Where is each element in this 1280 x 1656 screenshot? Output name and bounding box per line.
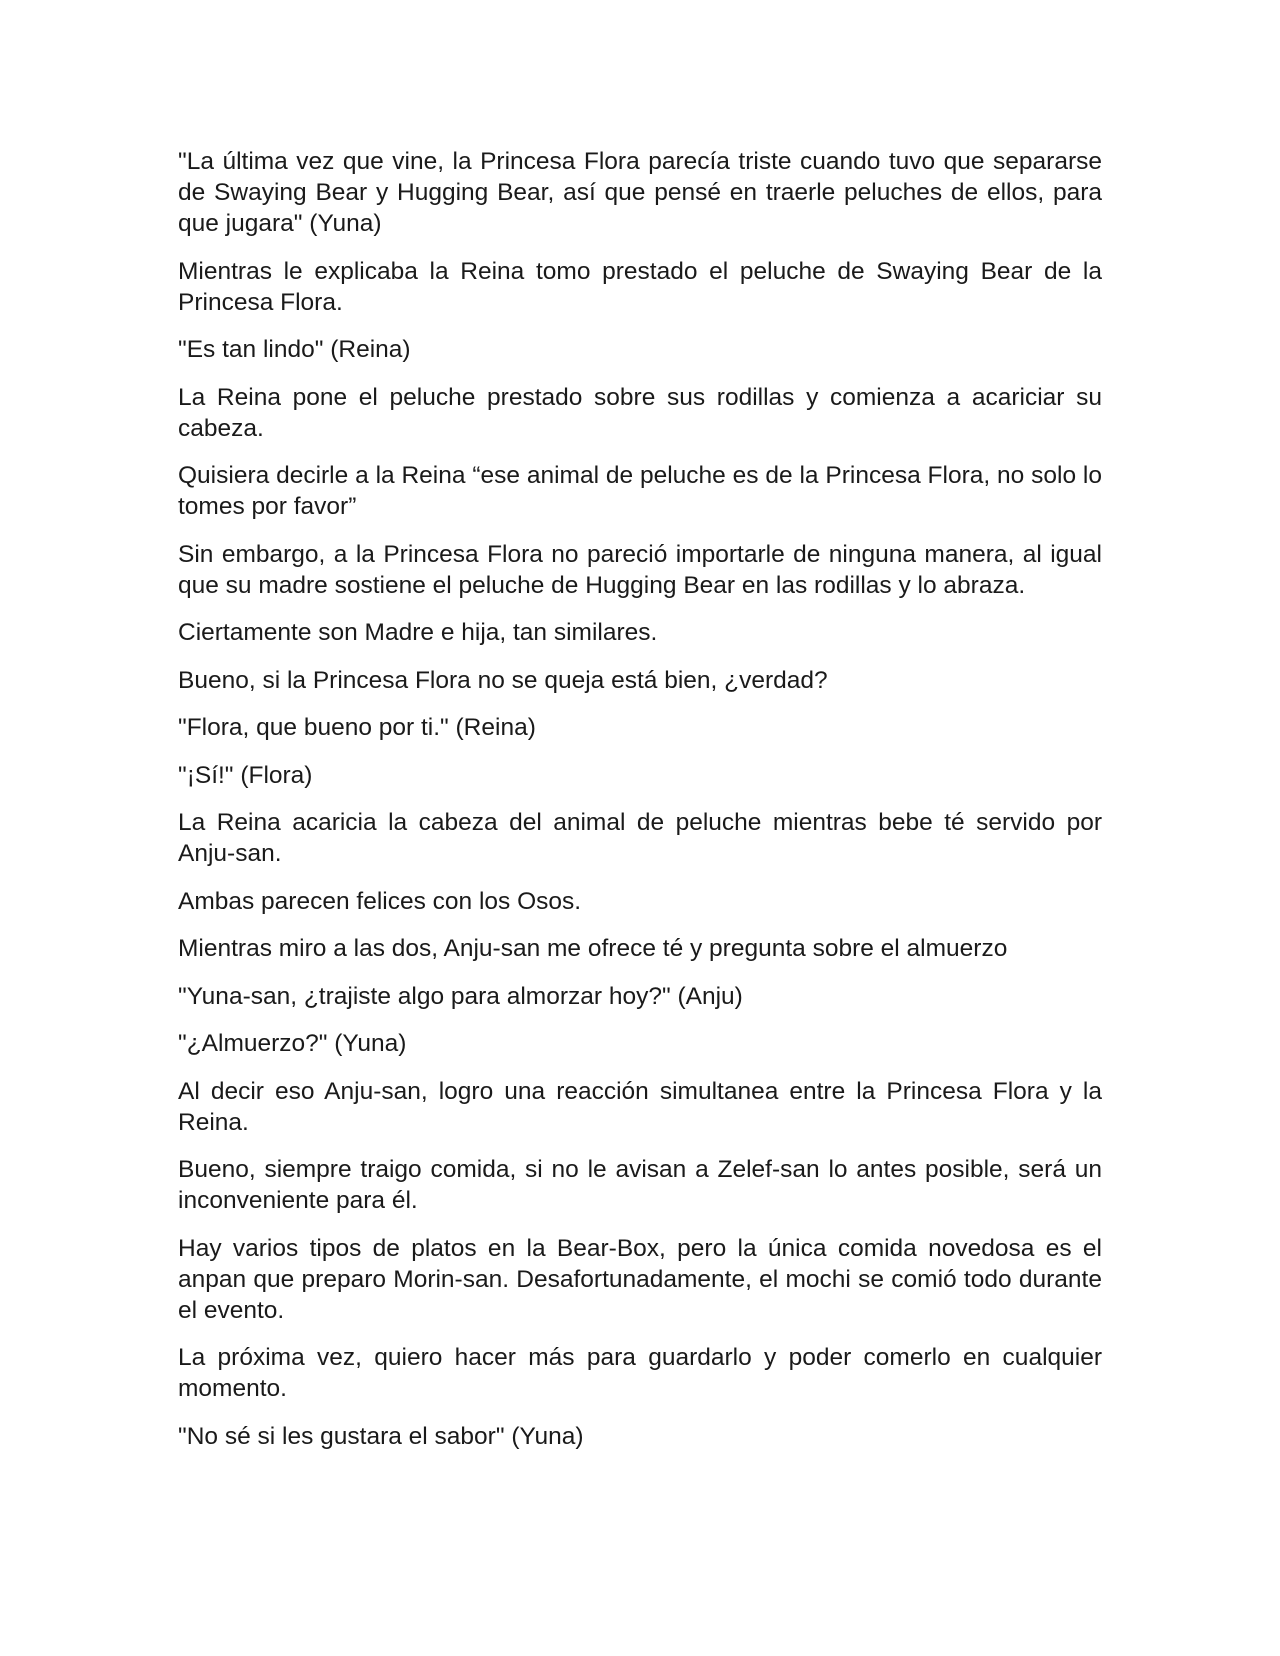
paragraph: La Reina pone el peluche prestado sobre sus rodillas y comienza a acariciar su cabeza. xyxy=(178,383,1102,442)
paragraph: "Es tan lindo" (Reina) xyxy=(178,336,411,363)
paragraph: Bueno, si la Princesa Flora no se queja está bien, ¿verdad? xyxy=(178,666,828,694)
paragraph: "¡Sí!" (Flora) xyxy=(178,761,313,789)
paragraph: Sin embargo, a la Princesa Flora no pareció importarle de ninguna manera, al igual que su madre sostiene el peluche de Hugging Bear en las rodillas y lo abraza. xyxy=(178,540,1102,599)
paragraph: Mientras miro a las dos, Anju-san me ofrece té y pregunta sobre el almuerzo xyxy=(178,935,1008,962)
document-body xyxy=(178,146,1102,1452)
paragraph: Mientras le explicaba la Reina tomo prestado el peluche de Swaying Bear de la Princesa Flora. xyxy=(178,257,1102,316)
paragraph: Quisiera decirle a la Reina “ese animal de peluche es de la Princesa Flora, no solo lo tomes por favor” xyxy=(178,462,1102,520)
paragraph: Bueno, siempre traigo comida, si no le avisan a Zelef-san lo antes posible, será un inconveniente para él. xyxy=(178,1156,1102,1214)
paragraph: "La última vez que vine, la Princesa Flora parecía triste cuando tuvo que separarse de Swaying Bear y Hugging Bear, así que pensé en traerle peluches de ellos, para que jugara" (Yuna) xyxy=(178,148,1102,237)
paragraph: "No sé si les gustara el sabor" (Yuna) xyxy=(178,1422,584,1450)
paragraph: La próxima vez, quiero hacer más para guardarlo y poder comerlo en cualquier momento. xyxy=(178,1344,1102,1402)
paragraph: "¿Almuerzo?" (Yuna) xyxy=(178,1030,407,1057)
paragraph: Al decir eso Anju-san, logro una reacción simultanea entre la Princesa Flora y la Reina. xyxy=(178,1077,1102,1136)
paragraph: La Reina acaricia la cabeza del animal de peluche mientras bebe té servido por Anju-san. xyxy=(178,809,1102,867)
paragraph: "Yuna-san, ¿trajiste algo para almorzar hoy?" (Anju) xyxy=(178,982,743,1010)
paragraph: Ciertamente son Madre e hija, tan similares. xyxy=(178,619,658,646)
paragraph: Ambas parecen felices con los Osos. xyxy=(178,887,582,915)
paragraph: Hay varios tipos de platos en la Bear-Box, pero la única comida novedosa es el anpan que preparo Morin-san. Desafortunadamente, el mochi se comió todo durante el evento. xyxy=(178,1234,1102,1324)
paragraph: "Flora, que bueno por ti." (Reina) xyxy=(178,714,536,741)
